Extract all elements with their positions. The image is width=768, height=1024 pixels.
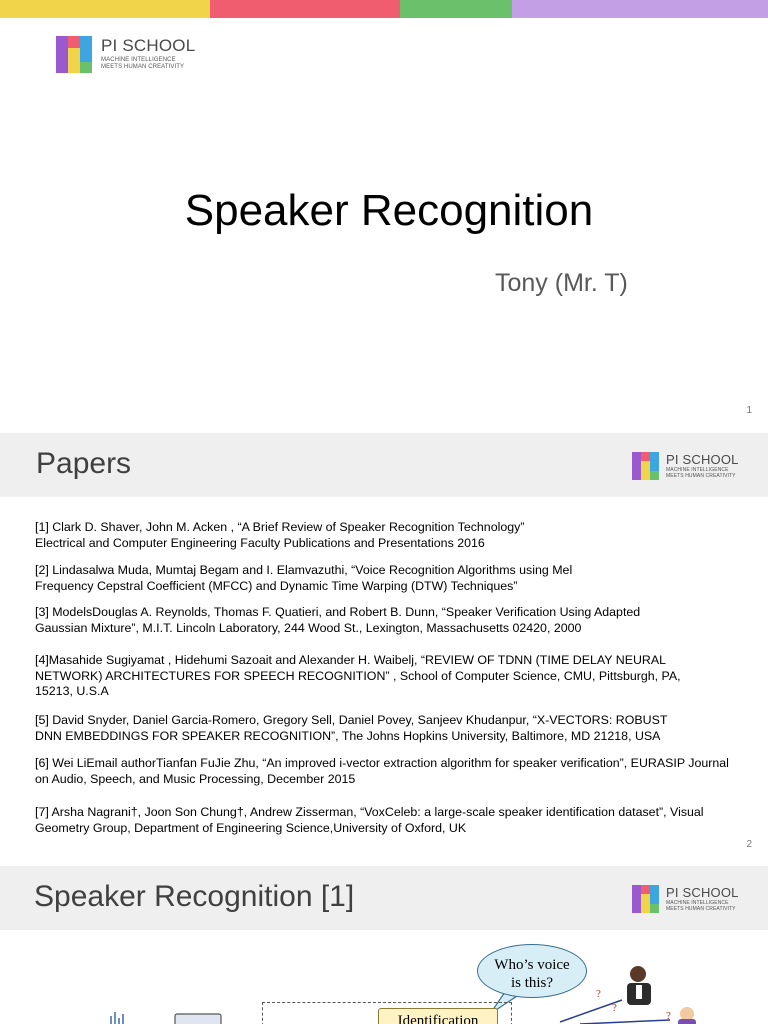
brand-logo-small — [632, 452, 739, 480]
top-color-strip — [0, 0, 768, 18]
question-mark: ? — [612, 1002, 617, 1014]
slide1-page-number: 1 — [746, 405, 752, 416]
reference-1: [1] Clark D. Shaver, John M. Acken , “A Brief Review of Speaker Recognition Technology” Electrical and Computer Engineering Faculty Publications and Presentations 2016 — [35, 520, 525, 550]
identification-label: Identification — [397, 1013, 479, 1024]
reference-2: [2] Lindasalwa Muda, Mumtaj Begam and I. Elamvazuthi, “Voice Recognition Algorithms using Mel Frequency Cepstral Coefficient (MFCC) and Dynamic Time Warping (DTW) Techniques” — [35, 563, 573, 593]
reference-3: [3] ModelsDouglas A. Reynolds, Thomas F. Quatieri, and Robert B. Dunn, “Speaker Verification Using Adapted Gaussian Mixture”, M.I.T. Lincoln Laboratory, 244 Wood St., Lexington, Massachusetts 02420, 2000 — [35, 605, 641, 635]
pi-school-logo-icon — [632, 452, 659, 480]
brand-logo-small — [632, 885, 739, 913]
person-icon — [627, 966, 651, 1005]
pi-school-logo-icon — [56, 36, 92, 73]
speech-bubble-text: Who’s voice is this? — [494, 957, 570, 991]
reference-7: [7] Arsha Nagrani†, Joon Son Chung†, Andrew Zisserman, “VoxCeleb: a large-scale speaker identification dataset”, Visual Geometry Group, Department of Engineering Science,University of Oxford, UK — [35, 805, 704, 835]
brand-name: PI SCHOOL — [666, 885, 739, 900]
slide1-author: Tony (Mr. T) — [495, 269, 628, 297]
brand-name: PI SCHOOL — [101, 36, 196, 55]
slide2-title: Papers — [36, 447, 132, 480]
brand-name: PI SCHOOL — [666, 452, 739, 467]
pi-school-logo-icon — [632, 885, 659, 913]
arrow-line — [580, 1020, 670, 1024]
reference-5: [5] David Snyder, Daniel Garcia-Romero, Gregory Sell, Daniel Povey, Sanjeev Khudanpur, “X-VECTORS: ROBUST DNN EMBEDDINGS FOR SPEAKER RECOGNITION”, The Johns Hopkins University, Baltimore, MD 21218, USA — [35, 713, 668, 743]
slide1-title: Speaker Recognition — [184, 186, 594, 235]
question-mark: ? — [666, 1010, 671, 1022]
reference-6: [6] Wei LiEmail authorTianfan FuJie Zhu, “An improved i-vector extraction algorithm for speaker verification”, EURASIP Journal on Audio, Speech, and Music Processing, December 2015 — [35, 756, 729, 786]
audio-waveform-icon — [110, 1012, 124, 1024]
slide3-title: Speaker Recognition [1] — [34, 880, 355, 913]
question-mark: ? — [596, 988, 601, 1000]
person-icon-2 — [678, 1007, 696, 1024]
brand-tagline: MACHINE INTELLIGENCE MEETS HUMAN CREATIVITY — [666, 467, 736, 479]
reference-4: [4]Masahide Sugiyamat , Hidehumi Sazoait and Alexander H. Waibelj, “REVIEW OF TDNN (TIME DELAY NEURAL NETWORK) ARCHITECTURES FOR SPEECH RECOGNITION” , School of Computer Science, CMU, Pittsburgh, PA, 15213, U.S.A — [35, 653, 681, 698]
brand-tagline: MACHINE INTELLIGENCE MEETS HUMAN CREATIVITY — [666, 900, 736, 912]
computer-monitor-icon — [175, 1014, 221, 1024]
brand-logo — [56, 36, 195, 73]
slide2-page-number: 2 — [746, 839, 752, 850]
brand-tagline: MACHINE INTELLIGENCE MEETS HUMAN CREATIVITY — [101, 57, 185, 70]
